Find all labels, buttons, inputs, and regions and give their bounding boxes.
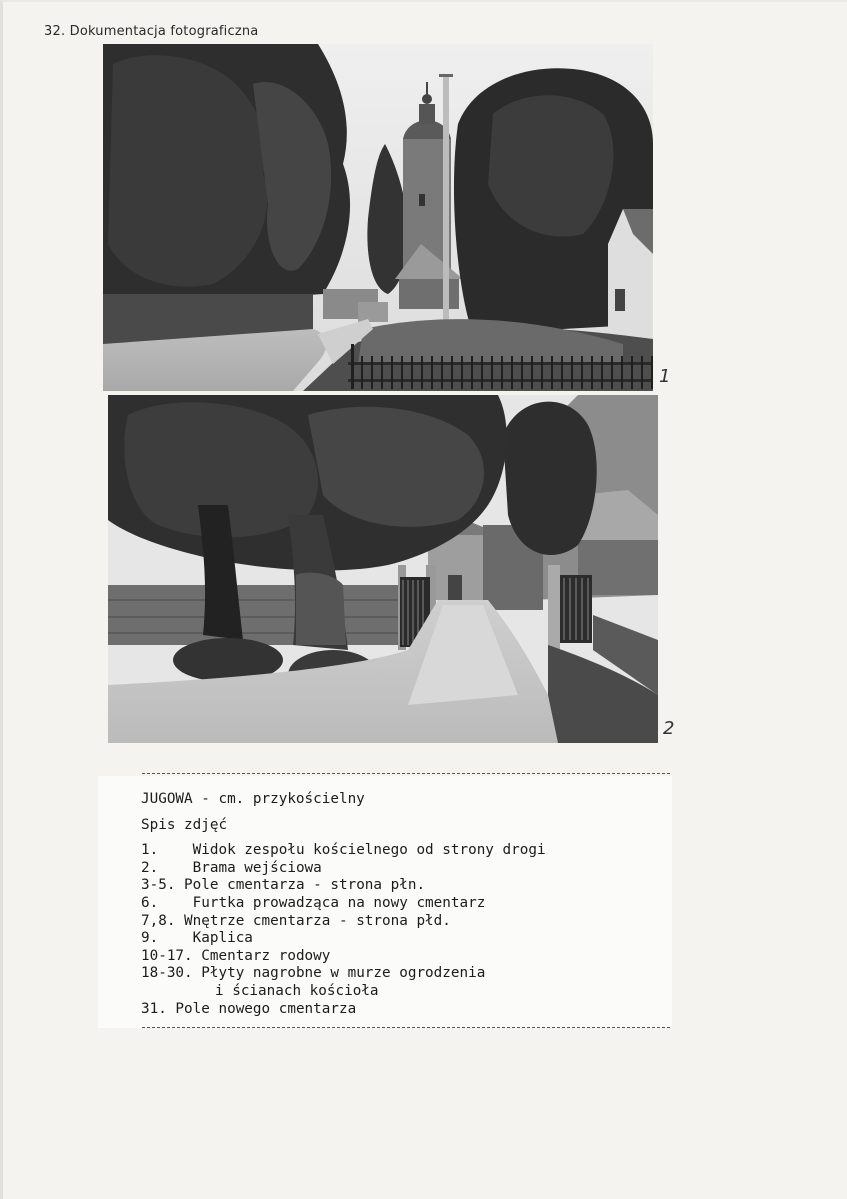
item-number: 2.: [141, 859, 185, 876]
dashed-divider-bottom: [142, 1027, 670, 1028]
item-text: Kaplica: [184, 930, 253, 947]
item-number: 18-30.: [141, 965, 193, 982]
item-text: i ścianach kościoła: [215, 982, 379, 999]
item-number: 9.: [141, 930, 185, 947]
photo-list: [141, 791, 546, 1018]
list-item: [141, 948, 546, 966]
item-number: 10-17.: [141, 947, 193, 964]
list-item: [141, 877, 546, 895]
list-subtitle: Spis zdjęć: [141, 816, 228, 833]
dashed-divider-top: [142, 773, 670, 774]
item-number: 31.: [141, 1000, 167, 1017]
item-text: Wnętrze cmentarza - strona płd.: [175, 912, 451, 929]
list-title: JUGOWA - cm. przykościelny: [141, 791, 365, 807]
item-text: Widok zespołu kościelnego od strony drogi: [184, 842, 546, 859]
photo-number-2: 2: [663, 718, 675, 739]
item-number: 1.: [141, 842, 185, 859]
item-number: 3-5.: [141, 877, 176, 894]
list-item: [141, 930, 546, 948]
list-item: [141, 965, 546, 983]
item-text: Płyty nagrobne w murze ogrodzenia: [192, 965, 486, 982]
item-text: Pole nowego cmentarza: [166, 1000, 357, 1017]
list-item: [141, 895, 546, 913]
item-text: Pole cmentarza - strona płn.: [175, 877, 426, 894]
list-item: [141, 1001, 546, 1019]
page-header: 32. Dokumentacja fotograficzna: [44, 24, 259, 39]
item-number: 7,8.: [141, 912, 176, 929]
item-text: Brama wejściowa: [184, 859, 322, 876]
item-text: Furtka prowadząca na nowy cmentarz: [184, 894, 486, 911]
item-text: Cmentarz rodowy: [192, 947, 331, 964]
list-item: [141, 860, 546, 878]
photo-number-1: 1: [659, 366, 671, 387]
photo-entrance-gate: [108, 395, 658, 743]
photo-church-view: [103, 44, 653, 391]
list-item-continuation: [141, 983, 546, 1001]
list-item: [141, 913, 546, 931]
list-item: [141, 842, 546, 860]
item-number: 6.: [141, 894, 185, 911]
